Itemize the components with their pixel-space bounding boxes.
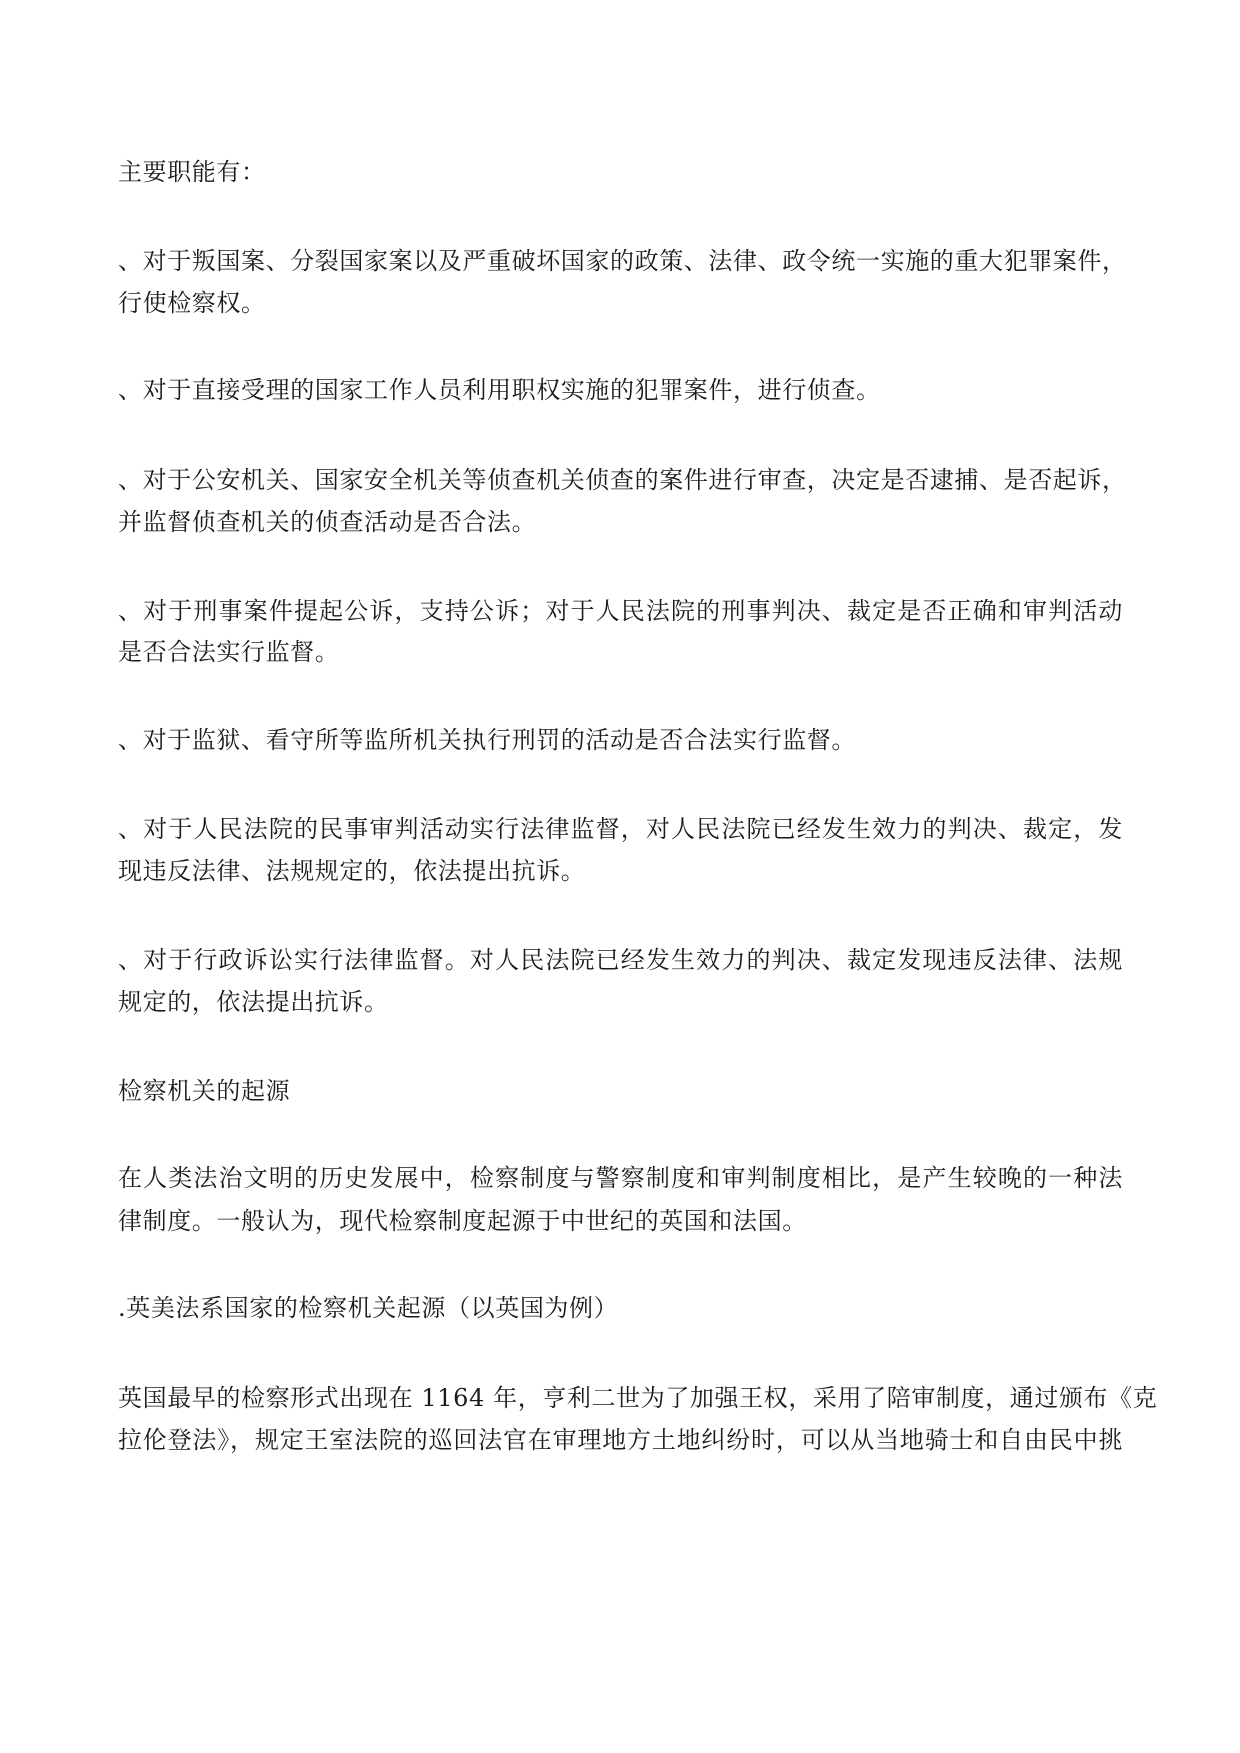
list-item-7-line-1: 、对于行政诉讼实行法律监督。对人民法院已经发生效力的判决、裁定发现违反法律、法规	[118, 946, 1123, 974]
list-item-7-line-2: 规定的，依法提出抗诉。	[118, 988, 389, 1016]
origin-paragraph-line-2: 律制度。一般认为，现代检察制度起源于中世纪的英国和法国。	[118, 1207, 807, 1235]
list-item-3-line-1: 、对于公安机关、国家安全机关等侦查机关侦查的案件进行审查，决定是否逮捕、是否起诉，	[118, 466, 1127, 494]
england-paragraph-line-2: 拉伦登法》，规定王室法院的巡回法官在审理地方土地纠纷时，可以从当地骑士和自由民中挑	[118, 1426, 1123, 1454]
subheading-common-law: .英美法系国家的检察机关起源（以英国为例）	[118, 1294, 619, 1322]
list-item-5-line-1: 、对于监狱、看守所等监所机关执行刑罚的活动是否合法实行监督。	[118, 726, 856, 754]
list-item-6-line-1: 、对于人民法院的民事审判活动实行法律监督，对人民法院已经发生效力的判决、裁定，发	[118, 815, 1123, 843]
list-item-4-line-2: 是否合法实行监督。	[118, 638, 340, 666]
heading-functions: 主要职能有：	[118, 158, 266, 186]
list-item-6-line-2: 现违反法律、法规规定的，依法提出抗诉。	[118, 857, 586, 885]
list-item-1-line-1: 、对于叛国案、分裂国家案以及严重破坏国家的政策、法律、政令统一实施的重大犯罪案件，	[118, 247, 1127, 275]
list-item-3-line-2: 并监督侦查机关的侦查活动是否合法。	[118, 508, 537, 536]
england-paragraph-line-1: 英国最早的检察形式出现在 1164 年，亨利二世为了加强王权，采用了陪审制度，通过颁布《克	[118, 1384, 1158, 1412]
list-item-1-line-2: 行使检察权。	[118, 289, 266, 317]
list-item-2-line-1: 、对于直接受理的国家工作人员利用职权实施的犯罪案件，进行侦查。	[118, 376, 881, 404]
origin-paragraph-line-1: 在人类法治文明的历史发展中，检察制度与警察制度和审判制度相比，是产生较晚的一种法	[118, 1164, 1123, 1192]
heading-origin: 检察机关的起源	[118, 1077, 291, 1105]
list-item-4-line-1: 、对于刑事案件提起公诉，支持公诉；对于人民法院的刑事判决、裁定是否正确和审判活动	[118, 597, 1123, 625]
